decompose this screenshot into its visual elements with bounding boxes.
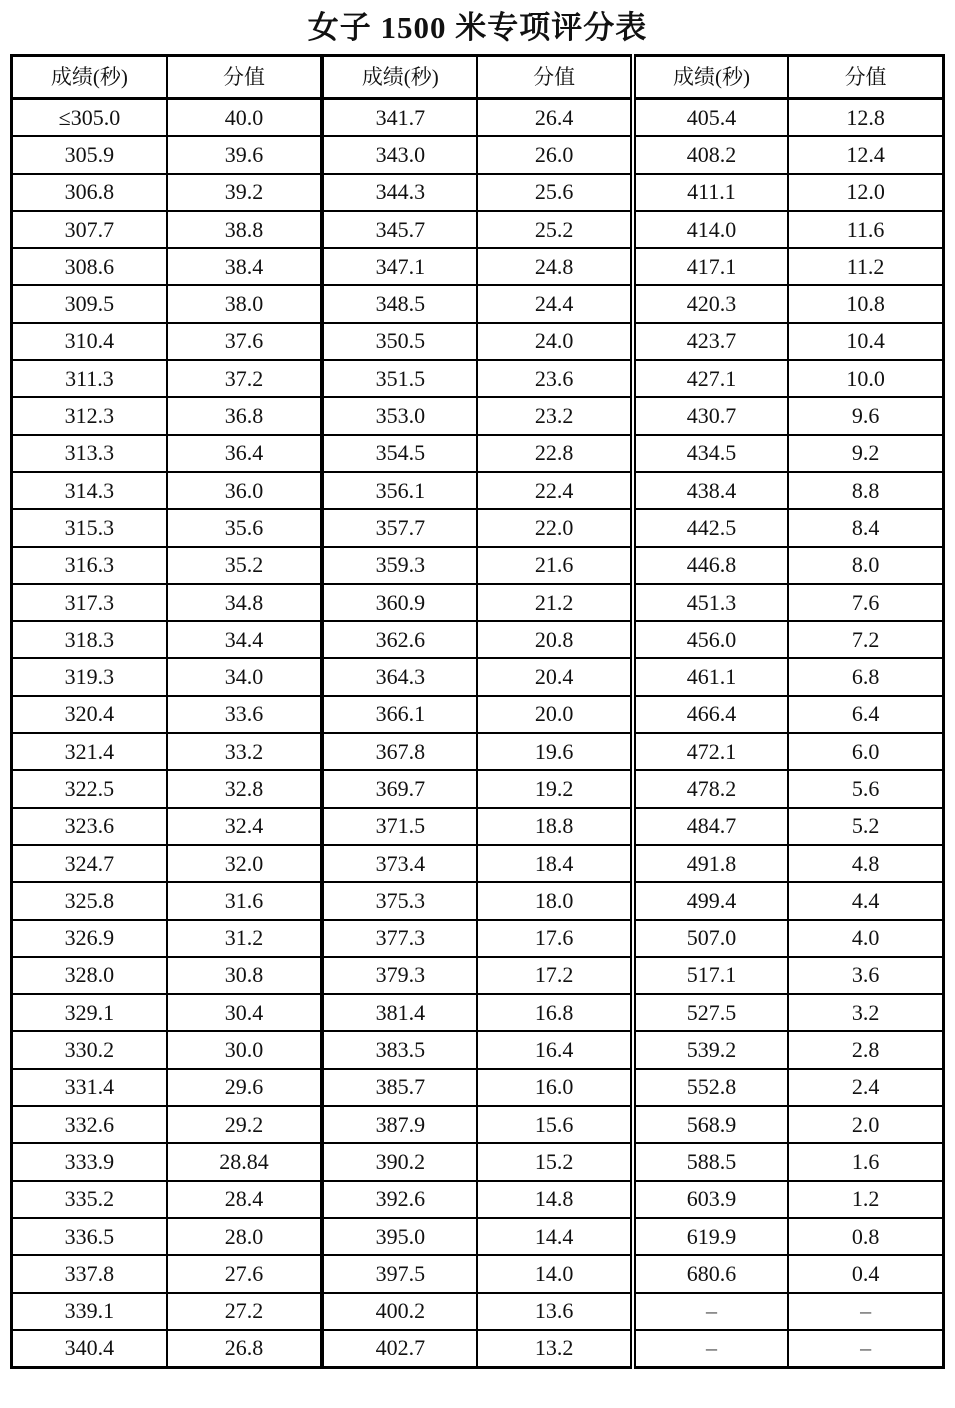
score-cell: 369.7 bbox=[322, 770, 477, 807]
score-cell: 317.3 bbox=[12, 584, 167, 621]
header-points-1: 分值 bbox=[167, 56, 322, 99]
points-cell: 26.8 bbox=[167, 1330, 322, 1368]
table-row bbox=[12, 882, 944, 919]
score-cell: 456.0 bbox=[633, 621, 788, 658]
table-row bbox=[12, 1181, 944, 1218]
score-cell: 603.9 bbox=[633, 1181, 788, 1218]
score-cell: 340.4 bbox=[12, 1330, 167, 1368]
points-cell: 30.0 bbox=[167, 1031, 322, 1068]
score-cell: 430.7 bbox=[633, 397, 788, 434]
score-cell: 446.8 bbox=[633, 547, 788, 584]
points-cell: 39.6 bbox=[167, 136, 322, 173]
score-cell: 333.9 bbox=[12, 1143, 167, 1180]
table-row bbox=[12, 248, 944, 285]
score-cell: 387.9 bbox=[322, 1106, 477, 1143]
score-cell: 343.0 bbox=[322, 136, 477, 173]
points-cell: 8.4 bbox=[788, 509, 943, 546]
points-cell: 21.2 bbox=[477, 584, 632, 621]
score-cell: 311.3 bbox=[12, 360, 167, 397]
points-cell: 5.6 bbox=[788, 770, 943, 807]
points-cell: 18.0 bbox=[477, 882, 632, 919]
points-cell: 4.0 bbox=[788, 920, 943, 957]
score-cell: 310.4 bbox=[12, 323, 167, 360]
points-cell: 23.6 bbox=[477, 360, 632, 397]
table-row bbox=[12, 733, 944, 770]
header-score-1: 成绩(秒) bbox=[12, 56, 167, 99]
score-cell: 330.2 bbox=[12, 1031, 167, 1068]
points-cell: 38.4 bbox=[167, 248, 322, 285]
table-row bbox=[12, 696, 944, 733]
score-cell: 427.1 bbox=[633, 360, 788, 397]
points-cell: 23.2 bbox=[477, 397, 632, 434]
points-cell: 0.8 bbox=[788, 1218, 943, 1255]
points-cell: 35.2 bbox=[167, 547, 322, 584]
table-row bbox=[12, 1143, 944, 1180]
points-cell: 11.2 bbox=[788, 248, 943, 285]
score-cell: 379.3 bbox=[322, 957, 477, 994]
score-cell: 321.4 bbox=[12, 733, 167, 770]
table-row bbox=[12, 584, 944, 621]
points-cell: 15.2 bbox=[477, 1143, 632, 1180]
score-cell: 423.7 bbox=[633, 323, 788, 360]
score-cell: 320.4 bbox=[12, 696, 167, 733]
score-cell: 351.5 bbox=[322, 360, 477, 397]
score-cell: 318.3 bbox=[12, 621, 167, 658]
points-cell: 22.4 bbox=[477, 472, 632, 509]
points-cell: 33.2 bbox=[167, 733, 322, 770]
points-cell: 8.0 bbox=[788, 547, 943, 584]
score-cell: – bbox=[633, 1293, 788, 1330]
points-cell: 1.6 bbox=[788, 1143, 943, 1180]
score-cell: 357.7 bbox=[322, 509, 477, 546]
points-cell: 12.4 bbox=[788, 136, 943, 173]
score-cell: 478.2 bbox=[633, 770, 788, 807]
score-cell: 390.2 bbox=[322, 1143, 477, 1180]
score-cell: 375.3 bbox=[322, 882, 477, 919]
points-cell: 6.4 bbox=[788, 696, 943, 733]
score-cell: 383.5 bbox=[322, 1031, 477, 1068]
score-cell: 491.8 bbox=[633, 845, 788, 882]
score-cell: 392.6 bbox=[322, 1181, 477, 1218]
points-cell: 7.2 bbox=[788, 621, 943, 658]
score-cell: 381.4 bbox=[322, 994, 477, 1031]
score-cell: 305.9 bbox=[12, 136, 167, 173]
score-cell: 517.1 bbox=[633, 957, 788, 994]
header-score-2: 成绩(秒) bbox=[322, 56, 477, 99]
points-cell: 36.4 bbox=[167, 435, 322, 472]
score-cell: 527.5 bbox=[633, 994, 788, 1031]
points-cell: 30.8 bbox=[167, 957, 322, 994]
score-cell: 499.4 bbox=[633, 882, 788, 919]
score-cell: 411.1 bbox=[633, 174, 788, 211]
score-table bbox=[10, 54, 945, 1369]
score-cell: 568.9 bbox=[633, 1106, 788, 1143]
score-cell: 507.0 bbox=[633, 920, 788, 957]
score-cell: 353.0 bbox=[322, 397, 477, 434]
points-cell: 34.4 bbox=[167, 621, 322, 658]
points-cell: 13.6 bbox=[477, 1293, 632, 1330]
points-cell: 37.6 bbox=[167, 323, 322, 360]
score-cell: 312.3 bbox=[12, 397, 167, 434]
score-cell: 371.5 bbox=[322, 808, 477, 845]
points-cell: 9.2 bbox=[788, 435, 943, 472]
points-cell: 29.6 bbox=[167, 1069, 322, 1106]
score-cell: 408.2 bbox=[633, 136, 788, 173]
score-cell: 438.4 bbox=[633, 472, 788, 509]
score-cell: – bbox=[633, 1330, 788, 1368]
points-cell: 4.4 bbox=[788, 882, 943, 919]
points-cell: 39.2 bbox=[167, 174, 322, 211]
points-cell: 38.0 bbox=[167, 285, 322, 322]
score-cell: 484.7 bbox=[633, 808, 788, 845]
score-cell: 306.8 bbox=[12, 174, 167, 211]
table-row bbox=[12, 1293, 944, 1330]
table-row bbox=[12, 957, 944, 994]
points-cell: 10.8 bbox=[788, 285, 943, 322]
table-row bbox=[12, 1255, 944, 1292]
points-cell: 24.0 bbox=[477, 323, 632, 360]
points-cell: 8.8 bbox=[788, 472, 943, 509]
points-cell: 11.6 bbox=[788, 211, 943, 248]
points-cell: 31.2 bbox=[167, 920, 322, 957]
score-cell: 377.3 bbox=[322, 920, 477, 957]
score-cell: 680.6 bbox=[633, 1255, 788, 1292]
points-cell: 5.2 bbox=[788, 808, 943, 845]
points-cell: 4.8 bbox=[788, 845, 943, 882]
points-cell: 17.2 bbox=[477, 957, 632, 994]
table-row bbox=[12, 621, 944, 658]
header-row bbox=[12, 56, 944, 99]
points-cell: 1.2 bbox=[788, 1181, 943, 1218]
score-cell: 364.3 bbox=[322, 658, 477, 695]
points-cell: 34.0 bbox=[167, 658, 322, 695]
score-cell: 397.5 bbox=[322, 1255, 477, 1292]
score-cell: 442.5 bbox=[633, 509, 788, 546]
points-cell: 40.0 bbox=[167, 99, 322, 137]
points-cell: 9.6 bbox=[788, 397, 943, 434]
score-cell: 307.7 bbox=[12, 211, 167, 248]
points-cell: 10.0 bbox=[788, 360, 943, 397]
table-row bbox=[12, 1069, 944, 1106]
score-cell: 588.5 bbox=[633, 1143, 788, 1180]
points-cell: 20.4 bbox=[477, 658, 632, 695]
table-row bbox=[12, 1106, 944, 1143]
score-cell: 344.3 bbox=[322, 174, 477, 211]
points-cell: 2.8 bbox=[788, 1031, 943, 1068]
points-cell: 35.6 bbox=[167, 509, 322, 546]
score-cell: 373.4 bbox=[322, 845, 477, 882]
score-cell: 360.9 bbox=[322, 584, 477, 621]
table-row bbox=[12, 509, 944, 546]
score-cell: 319.3 bbox=[12, 658, 167, 695]
score-cell: 356.1 bbox=[322, 472, 477, 509]
points-cell: 12.0 bbox=[788, 174, 943, 211]
table-row bbox=[12, 547, 944, 584]
points-cell: 24.4 bbox=[477, 285, 632, 322]
points-cell: 24.8 bbox=[477, 248, 632, 285]
score-cell: 347.1 bbox=[322, 248, 477, 285]
points-cell: 34.8 bbox=[167, 584, 322, 621]
points-cell: 19.2 bbox=[477, 770, 632, 807]
table-row bbox=[12, 285, 944, 322]
points-cell: 16.8 bbox=[477, 994, 632, 1031]
points-cell: 14.0 bbox=[477, 1255, 632, 1292]
points-cell: 20.0 bbox=[477, 696, 632, 733]
table-row bbox=[12, 472, 944, 509]
score-cell: 313.3 bbox=[12, 435, 167, 472]
score-cell: 315.3 bbox=[12, 509, 167, 546]
score-cell: 400.2 bbox=[322, 1293, 477, 1330]
points-cell: 16.4 bbox=[477, 1031, 632, 1068]
score-cell: 539.2 bbox=[633, 1031, 788, 1068]
score-cell: 309.5 bbox=[12, 285, 167, 322]
score-cell: 329.1 bbox=[12, 994, 167, 1031]
points-cell: 29.2 bbox=[167, 1106, 322, 1143]
points-cell: 28.4 bbox=[167, 1181, 322, 1218]
points-cell: 26.4 bbox=[477, 99, 632, 137]
score-cell: 417.1 bbox=[633, 248, 788, 285]
points-cell: 3.2 bbox=[788, 994, 943, 1031]
table-row bbox=[12, 770, 944, 807]
score-cell: 348.5 bbox=[322, 285, 477, 322]
points-cell: 10.4 bbox=[788, 323, 943, 360]
table-row bbox=[12, 397, 944, 434]
points-cell: 36.8 bbox=[167, 397, 322, 434]
table-row bbox=[12, 1031, 944, 1068]
score-cell: 322.5 bbox=[12, 770, 167, 807]
points-cell: 32.0 bbox=[167, 845, 322, 882]
score-cell: 316.3 bbox=[12, 547, 167, 584]
table-row bbox=[12, 174, 944, 211]
table-row bbox=[12, 99, 944, 137]
points-cell: – bbox=[788, 1330, 943, 1368]
points-cell: 15.6 bbox=[477, 1106, 632, 1143]
points-cell: 28.0 bbox=[167, 1218, 322, 1255]
score-cell: 402.7 bbox=[322, 1330, 477, 1368]
score-cell: 395.0 bbox=[322, 1218, 477, 1255]
table-row bbox=[12, 360, 944, 397]
points-cell: 18.4 bbox=[477, 845, 632, 882]
score-cell: 326.9 bbox=[12, 920, 167, 957]
score-cell: 619.9 bbox=[633, 1218, 788, 1255]
points-cell: 38.8 bbox=[167, 211, 322, 248]
header-points-3: 分值 bbox=[788, 56, 943, 99]
points-cell: 33.6 bbox=[167, 696, 322, 733]
table-row bbox=[12, 323, 944, 360]
points-cell: 16.0 bbox=[477, 1069, 632, 1106]
score-cell: 331.4 bbox=[12, 1069, 167, 1106]
points-cell: 14.4 bbox=[477, 1218, 632, 1255]
score-cell: ≤305.0 bbox=[12, 99, 167, 137]
points-cell: 6.8 bbox=[788, 658, 943, 695]
points-cell: 36.0 bbox=[167, 472, 322, 509]
score-cell: 451.3 bbox=[633, 584, 788, 621]
table-row bbox=[12, 845, 944, 882]
score-cell: 472.1 bbox=[633, 733, 788, 770]
points-cell: – bbox=[788, 1293, 943, 1330]
points-cell: 17.6 bbox=[477, 920, 632, 957]
score-cell: 350.5 bbox=[322, 323, 477, 360]
score-cell: 308.6 bbox=[12, 248, 167, 285]
score-cell: 323.6 bbox=[12, 808, 167, 845]
points-cell: 2.0 bbox=[788, 1106, 943, 1143]
points-cell: 26.0 bbox=[477, 136, 632, 173]
score-cell: 461.1 bbox=[633, 658, 788, 695]
score-cell: 354.5 bbox=[322, 435, 477, 472]
score-cell: 367.8 bbox=[322, 733, 477, 770]
points-cell: 3.6 bbox=[788, 957, 943, 994]
score-cell: 341.7 bbox=[322, 99, 477, 137]
header-score-3: 成绩(秒) bbox=[633, 56, 788, 99]
points-cell: 14.8 bbox=[477, 1181, 632, 1218]
score-cell: 434.5 bbox=[633, 435, 788, 472]
points-cell: 20.8 bbox=[477, 621, 632, 658]
score-cell: 552.8 bbox=[633, 1069, 788, 1106]
score-cell: 335.2 bbox=[12, 1181, 167, 1218]
points-cell: 27.2 bbox=[167, 1293, 322, 1330]
score-cell: 420.3 bbox=[633, 285, 788, 322]
points-cell: 19.6 bbox=[477, 733, 632, 770]
score-cell: 466.4 bbox=[633, 696, 788, 733]
points-cell: 22.8 bbox=[477, 435, 632, 472]
page-title: 女子 1500 米专项评分表 bbox=[307, 10, 648, 45]
table-body bbox=[12, 99, 944, 1368]
points-cell: 32.4 bbox=[167, 808, 322, 845]
points-cell: 27.6 bbox=[167, 1255, 322, 1292]
points-cell: 2.4 bbox=[788, 1069, 943, 1106]
points-cell: 37.2 bbox=[167, 360, 322, 397]
score-cell: 324.7 bbox=[12, 845, 167, 882]
points-cell: 32.8 bbox=[167, 770, 322, 807]
points-cell: 6.0 bbox=[788, 733, 943, 770]
score-cell: 359.3 bbox=[322, 547, 477, 584]
points-cell: 28.84 bbox=[167, 1143, 322, 1180]
table-row bbox=[12, 1330, 944, 1368]
table-row bbox=[12, 211, 944, 248]
table-row bbox=[12, 435, 944, 472]
table-row bbox=[12, 136, 944, 173]
score-cell: 405.4 bbox=[633, 99, 788, 137]
score-cell: 362.6 bbox=[322, 621, 477, 658]
score-cell: 385.7 bbox=[322, 1069, 477, 1106]
score-cell: 345.7 bbox=[322, 211, 477, 248]
points-cell: 22.0 bbox=[477, 509, 632, 546]
table-header bbox=[12, 56, 944, 99]
points-cell: 25.2 bbox=[477, 211, 632, 248]
score-cell: 328.0 bbox=[12, 957, 167, 994]
points-cell: 13.2 bbox=[477, 1330, 632, 1368]
table-row bbox=[12, 1218, 944, 1255]
score-cell: 325.8 bbox=[12, 882, 167, 919]
header-points-2: 分值 bbox=[477, 56, 632, 99]
points-cell: 25.6 bbox=[477, 174, 632, 211]
score-cell: 339.1 bbox=[12, 1293, 167, 1330]
score-cell: 337.8 bbox=[12, 1255, 167, 1292]
score-cell: 314.3 bbox=[12, 472, 167, 509]
points-cell: 7.6 bbox=[788, 584, 943, 621]
points-cell: 0.4 bbox=[788, 1255, 943, 1292]
table-row bbox=[12, 994, 944, 1031]
table-row bbox=[12, 658, 944, 695]
points-cell: 12.8 bbox=[788, 99, 943, 137]
table-row bbox=[12, 920, 944, 957]
score-cell: 414.0 bbox=[633, 211, 788, 248]
score-cell: 336.5 bbox=[12, 1218, 167, 1255]
points-cell: 21.6 bbox=[477, 547, 632, 584]
points-cell: 31.6 bbox=[167, 882, 322, 919]
points-cell: 18.8 bbox=[477, 808, 632, 845]
score-cell: 366.1 bbox=[322, 696, 477, 733]
table-row bbox=[12, 808, 944, 845]
points-cell: 30.4 bbox=[167, 994, 322, 1031]
score-cell: 332.6 bbox=[12, 1106, 167, 1143]
